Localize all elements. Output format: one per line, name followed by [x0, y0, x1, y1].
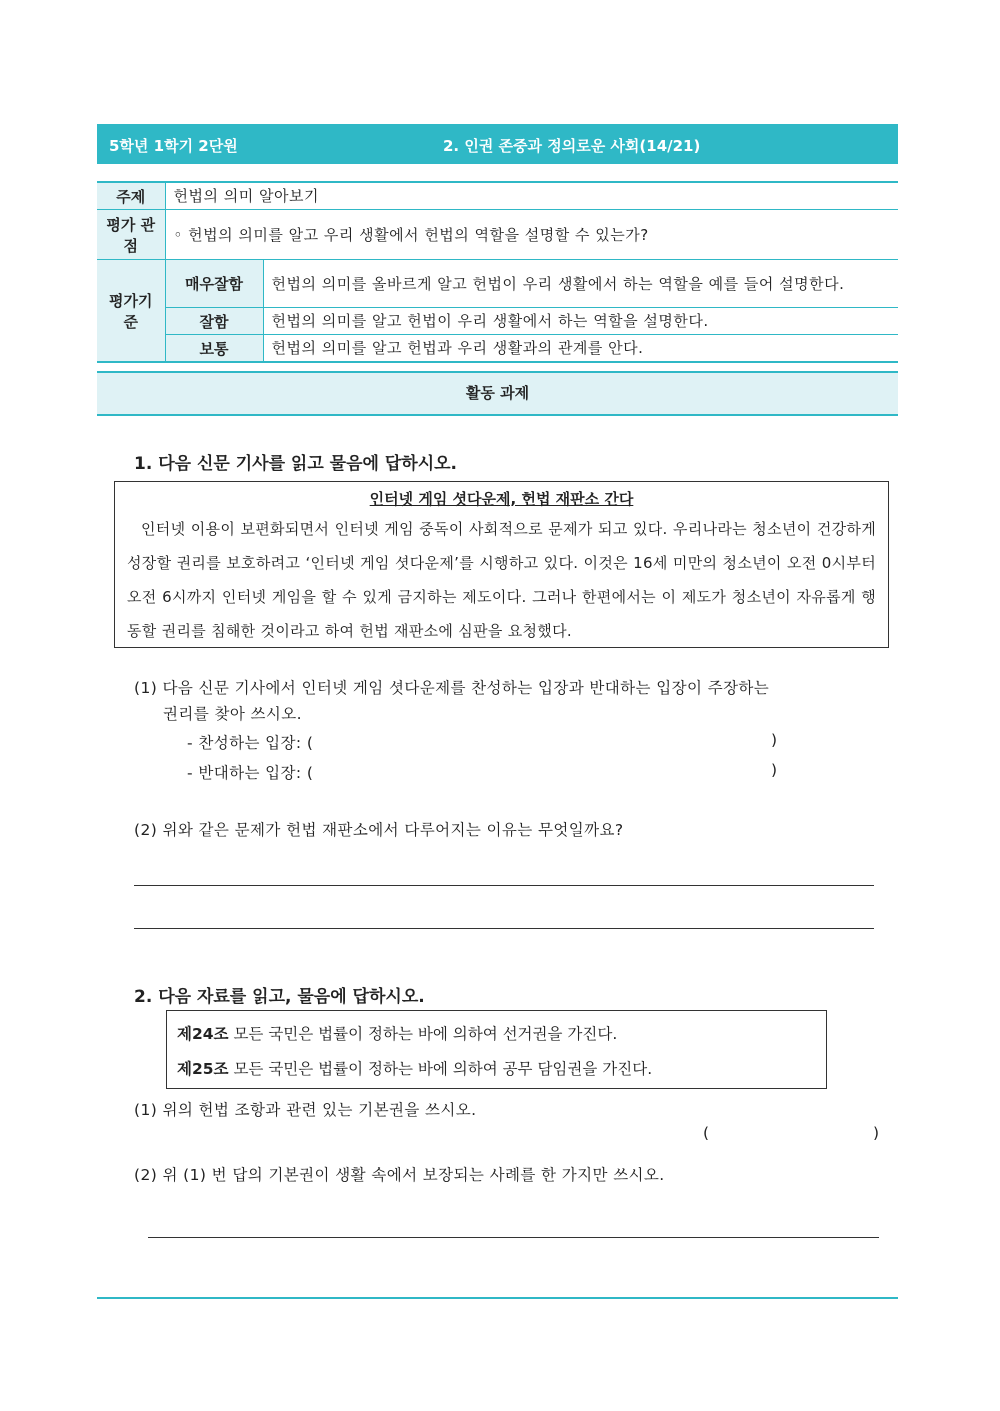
- level-desc: 헌법의 의미를 알고 헌법과 우리 생활과의 관계를 안다.: [263, 335, 898, 363]
- topic-label: 주제: [97, 182, 165, 210]
- pro-position-label: - 찬성하는 입장: (: [187, 734, 314, 752]
- level-label: 잘함: [165, 308, 263, 335]
- question-2-title: 2. 다음 자료를 읽고, 물음에 답하시오.: [134, 987, 425, 1007]
- article-title: 인터넷 게임 셧다운제, 헌법 재판소 간다: [369, 490, 634, 508]
- standard-label: 평가기준: [97, 260, 165, 363]
- law-article-25: 제25조 모든 국민은 법률이 정하는 바에 의하여 공무 담임권을 가진다.: [177, 1060, 653, 1078]
- answer-open-paren: (: [703, 1124, 710, 1142]
- law-article-24: 제24조 모든 국민은 법률이 정하는 바에 의하여 선거권을 가진다.: [177, 1025, 618, 1043]
- answer-line[interactable]: [148, 1237, 879, 1238]
- question-2-2: (2) 위 (1) 번 답의 기본권이 생활 속에서 보장되는 사례를 한 가지만 쓰시오.: [134, 1166, 665, 1184]
- activity-title: 활동 과제: [97, 371, 898, 416]
- level-label: 매우잘함: [165, 260, 263, 308]
- con-close-paren: ): [771, 761, 778, 779]
- level-desc: 헌법의 의미를 올바르게 알고 헌법이 우리 생활에서 하는 역할을 예를 들어 설명한다.: [263, 260, 898, 308]
- law-articles: [166, 1010, 827, 1089]
- view-label: 평가 관점: [97, 210, 165, 260]
- question-1-1-line2: 권리를 찾아 쓰시오.: [163, 705, 302, 723]
- answer-close-paren: ): [873, 1124, 880, 1142]
- question-1-title: 1. 다음 신문 기사를 읽고 물음에 답하시오.: [134, 454, 458, 474]
- article-body: 인터넷 이용이 보편화되면서 인터넷 게임 중독이 사회적으로 문제가 되고 있다. 우리나라는 청소년이 건강하게 성장할 권리를 보호하려고 ‘인터넷 게임 셧다운제’를 시행하고 있다. 이것은 16세 미만의 청소년이 오전 0시부터 오전 6시까지 인터넷 게임을 할 수 있게 금지하는 제도이다. 그러나 한편에서는 이 제도가 청소년이 자유롭게 행동할 권리를 침해한 것이라고 하여 헌법 재판소에 심판을 요청했다.: [127, 520, 876, 640]
- con-position-label: - 반대하는 입장: (: [187, 764, 314, 782]
- level-desc: 헌법의 의미를 알고 헌법이 우리 생활에서 하는 역할을 설명한다.: [263, 308, 898, 335]
- level-label: 보통: [165, 335, 263, 363]
- evaluation-table: [97, 181, 898, 363]
- unit-label: 5학년 1학기 2단원: [109, 137, 238, 155]
- answer-line[interactable]: [134, 928, 874, 929]
- pro-close-paren: ): [771, 731, 778, 749]
- news-article: [114, 481, 889, 648]
- question-1-1-line1: (1) 다음 신문 기사에서 인터넷 게임 셧다운제를 찬성하는 입장과 반대하는 입장이 주장하는: [134, 679, 770, 697]
- answer-line[interactable]: [134, 885, 874, 886]
- question-1-2: (2) 위와 같은 문제가 헌법 재판소에서 다루어지는 이유는 무엇일까요?: [134, 821, 624, 839]
- question-2-1: (1) 위의 헌법 조항과 관련 있는 기본권을 쓰시오.: [134, 1101, 477, 1119]
- topic-value: 헌법의 의미 알아보기: [165, 182, 898, 210]
- lesson-title: 2. 인권 존중과 정의로운 사회(14/21): [443, 137, 701, 155]
- view-value: ◦ 헌법의 의미를 알고 우리 생활에서 헌법의 역할을 설명할 수 있는가?: [165, 210, 898, 260]
- footer-divider: [97, 1297, 898, 1299]
- unit-header: [97, 124, 898, 164]
